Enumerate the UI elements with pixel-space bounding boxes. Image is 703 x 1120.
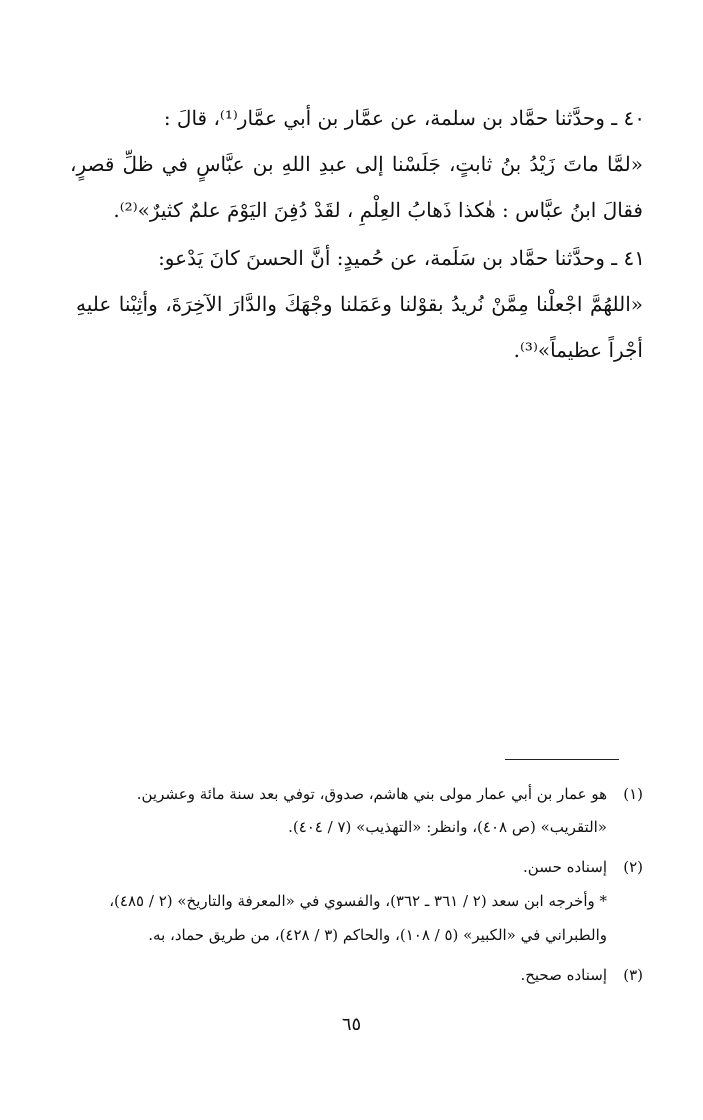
hadith-41-isnad: ٤١ ـ وحدَّثنا حمَّاد بن سَلَمة، عن حُميدٍ: أنَّ الحسنَ كانَ يَدْعو: bbox=[158, 246, 645, 270]
footnote-2-line-2: * وأخرجه ابن سعد (٢ / ٣٦١ ـ ٣٦٢)، والفسوي في «المعرفة والتاريخ» (٢ / ٤٨٥)، bbox=[109, 892, 607, 910]
hadith-40-matn-line-1: «لمَّا ماتَ زَيْدُ بنُ ثابتٍ، جَلَسْنا إلى عبدِ اللهِ بن عبَّاسٍ في ظلِّ قصرٍ، bbox=[70, 152, 643, 176]
footnote-3-line-1: إسناده صحيح. bbox=[520, 966, 607, 984]
footnote-2-line-1: إسناده حسن. bbox=[523, 858, 607, 876]
footnote-1-marker: (١) bbox=[623, 785, 643, 803]
footnote-3-marker: (٣) bbox=[623, 966, 643, 984]
hadith-41-matn-line-2: أجْراً عظيماً»⁽³⁾. bbox=[513, 338, 643, 362]
footnote-1-line-1: هو عمار بن أبي عمار مولى بني هاشم، صدوق، توفي بعد سنة مائة وعشرين. bbox=[136, 785, 607, 803]
page-number: ٦٥ bbox=[341, 1014, 362, 1035]
footnote-1-line-2: «التقريب» (ص ٤٠٨)، وانظر: «التهذيب» (٧ / ٤٠٤). bbox=[288, 818, 607, 836]
footnote-2-marker: (٢) bbox=[623, 858, 643, 876]
hadith-40-matn-line-2: فقالَ ابنُ عبَّاس : هٰكذا ذَهابُ العِلْمِ ، لقَدْ دُفِنَ اليَوْمَ علمٌ كثيرٌ»⁽²⁾. bbox=[113, 198, 643, 222]
footnote-separator bbox=[505, 759, 619, 760]
footnote-2-line-3: والطبراني في «الكبير» (٥ / ١٠٨)، والحاكم (٣ / ٤٢٨)، من طريق حماد، به. bbox=[148, 926, 607, 944]
hadith-40-isnad: ٤٠ ـ وحدَّثنا حمَّاد بن سلمة، عن عمَّار بن أبي عمَّار⁽¹⁾، قالَ : bbox=[163, 106, 645, 130]
hadith-41-matn-line-1: «اللهُمَّ اجْعلْنا مِمَّنْ نُريدُ بقوْلنا وعَمَلنا وجْهَكَ والدَّارَ الآخِرَةَ، وأثِبْنا عليهِ bbox=[76, 292, 643, 316]
